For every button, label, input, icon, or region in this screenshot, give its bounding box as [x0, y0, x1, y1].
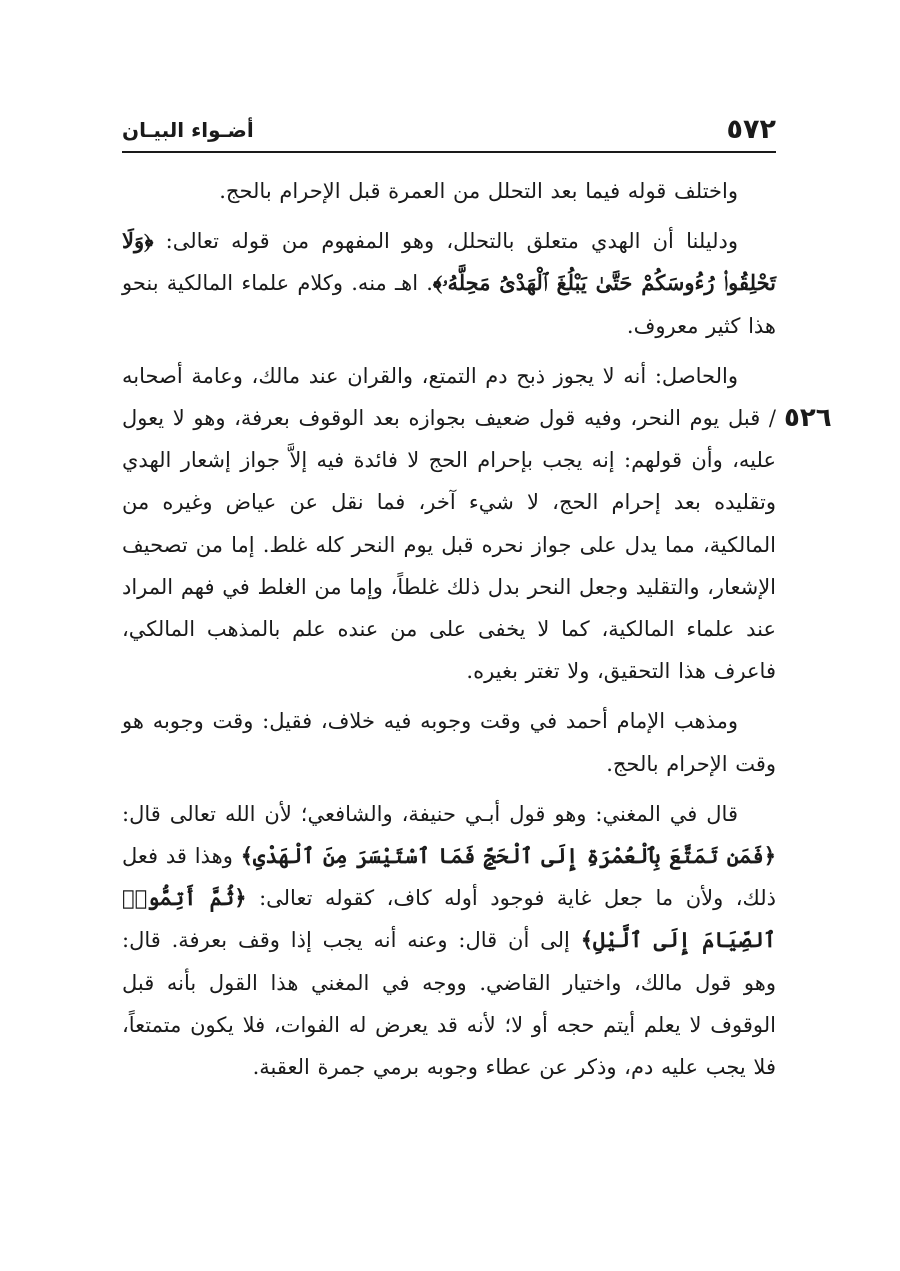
- page-header: [122, 108, 776, 148]
- paragraph-text: قال في المغني: وهو قول أبـي حنيفة، والشافعي؛ لأن الله تعالى قال:: [122, 801, 738, 826]
- paragraph-text: وهذا قد فعل ذلك، ولأن ما جعل غاية فوجود أوله كاف، كقوله تعالى:: [122, 844, 776, 911]
- paragraph-5: [122, 793, 776, 1088]
- margin-page-reference: ٥٢٦: [784, 403, 832, 433]
- header-divider: [122, 151, 776, 153]
- paragraph-text: والحاصل: أنه لا يجوز ذبح دم التمتع، والقران عند مالك، وعامة أصحابه / قبل يوم النحر، وفيه قول ضعيف بجوازه بعد الوقوف بعرفة، وهو لا يعول عليه، وأن قولهم: إنه يجب بإحرام الحج لا فائدة فيه إلاَّ جواز إشعار الهدي وتقليده بعد إحرام الحج، لا شيء آخر، فما نقل عن عياض وغيره من المالكية، مما يدل على جواز نحره قبل يوم النحر كله غلط. إما من تصحيف الإشعار، والتقليد وجعل النحر بدل ذلك غلطاً، وإما من الغلط في فهم المراد عند علماء المالكية، كما لا يخفى على من عنده علم بالمذهب المالكي، فاعرف هذا التحقيق، ولا تغتر بغيره.: [122, 363, 777, 684]
- paragraph-text: ومذهب الإمام أحمد في وقت وجوبه فيه خلاف، فقيل: وقت وجوبه هو وقت الإحرام بالحج.: [122, 709, 776, 776]
- paragraph-4: [122, 700, 776, 784]
- quran-verse: ﴿وَلَا تَحْلِقُوا۟ رُءُوسَكُمْ حَتَّىٰ يَبْلُغَ ٱلْهَدْىُ مَحِلَّهُۥ﴾: [122, 228, 777, 296]
- paragraph-text: إلى أن قال: وعنه أنه يجب إذا وقف بعرفة. قال: وهو قول مالك، واختيار القاضي. ووجه في المغني هذا القول بأنه قبل الوقوف لا يعلم أيتم حجه أو لا؛ لأنه قد يعرض له الفوات، فلا يكون متمتعاً، فلا يجب عليه دم، وذكر عن عطاء وجوبه برمي جمرة العقبة.: [122, 928, 776, 1080]
- main-text: [122, 170, 776, 1096]
- paragraph-text: واختلف قوله فيما بعد التحلل من العمرة قبل الإحرام بالحج.: [219, 179, 738, 203]
- book-title: أضـواء البيـان: [122, 118, 254, 142]
- paragraph-1: [122, 170, 776, 212]
- quran-verse: ﴿فَمَن تَمَتَّعَ بِٱلْعُمْرَةِ إِلَى ٱلْحَجِّ فَمَا ٱسْتَيْسَرَ مِنَ ٱلْهَدْىِ﴾: [240, 843, 776, 869]
- page-number: ٥٧٢: [726, 114, 776, 145]
- paragraph-2: [122, 220, 776, 347]
- quran-verse: ﴿ثُمَّ أَتِمُّوا۟ ٱلصِّيَامَ إِلَى ٱلَّيْلِ﴾: [122, 885, 776, 953]
- paragraph-text: ودليلنا أن الهدي متعلق بالتحلل، وهو المفهوم من قوله تعالى:: [153, 229, 738, 254]
- paragraph-3: [122, 355, 776, 693]
- paragraph-text: . اهـ منه. وكلام علماء المالكية بنحو هذا كثير معروف.: [122, 271, 776, 338]
